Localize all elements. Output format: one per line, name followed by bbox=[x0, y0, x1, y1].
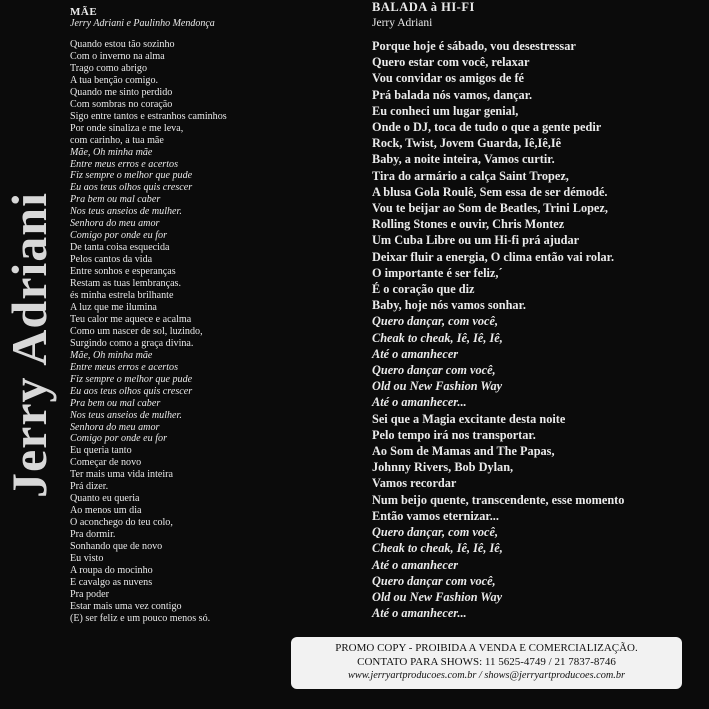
song-credits: Jerry Adriani e Paulinho Mendonça bbox=[70, 18, 215, 29]
lyric-line: (E) ser feliz e um pouco menos só. bbox=[70, 612, 211, 624]
lyric-line: Quero dançar com você, bbox=[372, 573, 496, 588]
lyric-line: Sonhando que de novo bbox=[70, 541, 163, 553]
lyric-line: Vou te beijar ao Som de Beatles, Trini Lopez, bbox=[372, 201, 608, 216]
lyric-line: Eu aos teus olhos quis crescer bbox=[70, 385, 193, 397]
lyric-line: Até o amanhecer... bbox=[372, 395, 467, 410]
lyric-line: Onde o DJ, toca de tudo o que a gente pedir bbox=[372, 120, 602, 135]
lyric-line: Pelo tempo irá nos transportar. bbox=[372, 427, 536, 442]
lyric-line: Porque hoje é sábado, vou desestressar bbox=[372, 39, 576, 53]
lyric-line: Quero dançar com você, bbox=[372, 363, 496, 378]
lyric-line: Até o amanhecer bbox=[372, 346, 459, 361]
lyric-line: Comigo por onde eu for bbox=[70, 433, 168, 445]
lyric-line: Até o amanhecer bbox=[372, 557, 459, 572]
lyric-line: Comigo por onde eu for bbox=[70, 230, 168, 242]
lyric-line: Entre meus erros e acertos bbox=[70, 361, 179, 373]
lyric-line: Mãe, Oh minha mãe bbox=[70, 146, 153, 158]
lyric-line: Tira do armário a calça Saint Tropez, bbox=[372, 168, 569, 183]
lyric-line: Um Cuba Libre ou um Hi-fi prá ajudar bbox=[372, 233, 580, 248]
lyric-line: Eu queria tanto bbox=[70, 445, 132, 457]
lyric-line: Fiz sempre o melhor que pude bbox=[70, 170, 193, 182]
lyric-line: Baby, a noite inteira, Vamos curtir. bbox=[372, 152, 555, 167]
lyric-line: Teu calor me aquece e acalma bbox=[70, 313, 192, 325]
lyric-line: Começar de novo bbox=[70, 457, 142, 469]
lyric-line: Com sombras no coração bbox=[70, 98, 173, 110]
lyric-line: Como um nascer de sol, luzindo, bbox=[70, 325, 203, 337]
song-credits: Jerry Adriani bbox=[372, 17, 433, 29]
lyrics bbox=[70, 39, 300, 625]
lyric-line: Trago como abrigo bbox=[70, 62, 148, 74]
lyric-line: Senhora do meu amor bbox=[70, 421, 160, 433]
lyric-line: com carinho, a tua mãe bbox=[70, 134, 164, 146]
lyric-line: Quero estar com você, relaxar bbox=[372, 55, 530, 70]
lyrics bbox=[372, 38, 702, 621]
lyric-line: Vou convidar os amigos de fé bbox=[372, 71, 525, 86]
contact-text: CONTATO PARA SHOWS: 11 5625-4749 / 21 7837-8746 bbox=[357, 656, 616, 668]
lyric-line: Até o amanhecer... bbox=[372, 606, 467, 621]
lyric-line: Quero dançar, com você, bbox=[372, 314, 499, 329]
lyric-line: Johnny Rivers, Bob Dylan, bbox=[372, 460, 514, 475]
lyric-line: Pra bem ou mal caber bbox=[70, 397, 161, 409]
song-title: MÃE bbox=[70, 6, 98, 18]
lyric-line: Ao Som de Mamas and The Papas, bbox=[372, 444, 555, 459]
lyric-line: Quero dançar, com você, bbox=[372, 525, 499, 540]
lyric-line: Pra bem ou mal caber bbox=[70, 194, 161, 206]
lyric-line: Eu aos teus olhos quis crescer bbox=[70, 182, 193, 194]
lyric-line: A luz que me ilumina bbox=[70, 301, 157, 313]
promo-notice-box bbox=[291, 637, 682, 689]
song-title: BALADA à HI-FI bbox=[372, 0, 475, 14]
lyric-line: Estar mais uma vez contigo bbox=[70, 600, 182, 612]
lyric-line: Quanto eu queria bbox=[70, 493, 140, 505]
lyric-line: E cavalgo as nuvens bbox=[70, 576, 153, 588]
lyric-line: Restam as tuas lembranças. bbox=[70, 278, 181, 290]
lyric-line: és minha estrela brilhante bbox=[70, 290, 174, 302]
lyric-line: Cheak to cheak, Iê, Iê, Iê, bbox=[372, 541, 503, 556]
lyric-line: Nos teus anseios de mulher. bbox=[70, 206, 182, 218]
lyric-line: De tanta coisa esquecida bbox=[70, 242, 170, 254]
lyric-line: O importante é ser feliz,´ bbox=[372, 265, 503, 280]
lyric-line: Senhora do meu amor bbox=[70, 218, 160, 230]
lyric-line: Cheak to cheak, Iê, Iê, Iê, bbox=[372, 330, 503, 345]
promo-text: PROMO COPY - PROIBIDA A VENDA E COMERCIALIZAÇÃO. bbox=[335, 642, 638, 654]
lyric-line: Surgindo como a graça divina. bbox=[70, 337, 194, 349]
lyric-line: Quando me sinto perdido bbox=[70, 86, 173, 98]
lyric-line: Então vamos eternizar... bbox=[372, 508, 499, 523]
lyric-line: Mãe, Oh minha mãe bbox=[70, 349, 153, 361]
lyric-line: Com o inverno na alma bbox=[70, 50, 165, 62]
lyric-line: Sigo entre tantos e estranhos caminhos bbox=[70, 110, 227, 122]
lyric-line: Nos teus anseios de mulher. bbox=[70, 409, 182, 421]
lyric-line: Entre sonhos e esperanças bbox=[70, 266, 176, 278]
song-balada-hi-fi bbox=[372, 0, 702, 621]
lyric-line: Por onde sinaliza e me leva, bbox=[70, 122, 184, 134]
song-mae bbox=[70, 6, 300, 625]
artist-name-vertical: Jerry Adriani bbox=[1, 191, 57, 499]
lyric-line: Fiz sempre o melhor que pude bbox=[70, 373, 193, 385]
lyric-line: Pra poder bbox=[70, 588, 109, 600]
lyric-line: Prá dizer. bbox=[70, 481, 109, 493]
lyric-line: É o coração que diz bbox=[372, 282, 475, 297]
lyric-line: Rolling Stones e ouvir, Chris Montez bbox=[372, 217, 565, 232]
lyric-line: Old ou New Fashion Way bbox=[372, 379, 503, 394]
lyric-line: Prá balada nós vamos, dançar. bbox=[372, 87, 533, 102]
lyric-line: Quando estou tão sozinho bbox=[70, 39, 175, 50]
lyric-line: Eu conheci um lugar genial, bbox=[372, 103, 519, 118]
lyric-line: Rock, Twist, Jovem Guarda, Iê,Iê,Iê bbox=[372, 136, 562, 151]
lyric-line: A roupa do mocinho bbox=[70, 564, 153, 576]
lyric-line: A blusa Gola Roulê, Sem essa de ser démodé. bbox=[372, 184, 608, 199]
lyric-line: Pelos cantos da vida bbox=[70, 254, 153, 266]
lyric-line: Old ou New Fashion Way bbox=[372, 589, 503, 604]
lyric-line: Eu visto bbox=[70, 552, 104, 564]
lyric-line: Num beijo quente, transcendente, esse momento bbox=[372, 492, 625, 507]
lyric-line: Ao menos um dia bbox=[70, 505, 142, 517]
lyric-line: Vamos recordar bbox=[372, 476, 457, 491]
lyric-line: Ter mais uma vida inteira bbox=[70, 469, 173, 481]
website-email-text: www.jerryartproducoes.com.br / shows@jerryartproducoes.com.br bbox=[347, 670, 626, 681]
lyric-line: Baby, hoje nós vamos sonhar. bbox=[372, 298, 526, 313]
lyric-line: O aconchego do teu colo, bbox=[70, 517, 173, 529]
lyric-line: Deixar fluir a energia, O clima então vai rolar. bbox=[372, 249, 615, 264]
lyric-line: Pra dormir. bbox=[70, 529, 116, 541]
lyric-line: A tua benção comigo. bbox=[70, 74, 159, 86]
lyric-line: Entre meus erros e acertos bbox=[70, 158, 179, 170]
lyric-line: Sei que a Magia excitante desta noite bbox=[372, 411, 566, 426]
